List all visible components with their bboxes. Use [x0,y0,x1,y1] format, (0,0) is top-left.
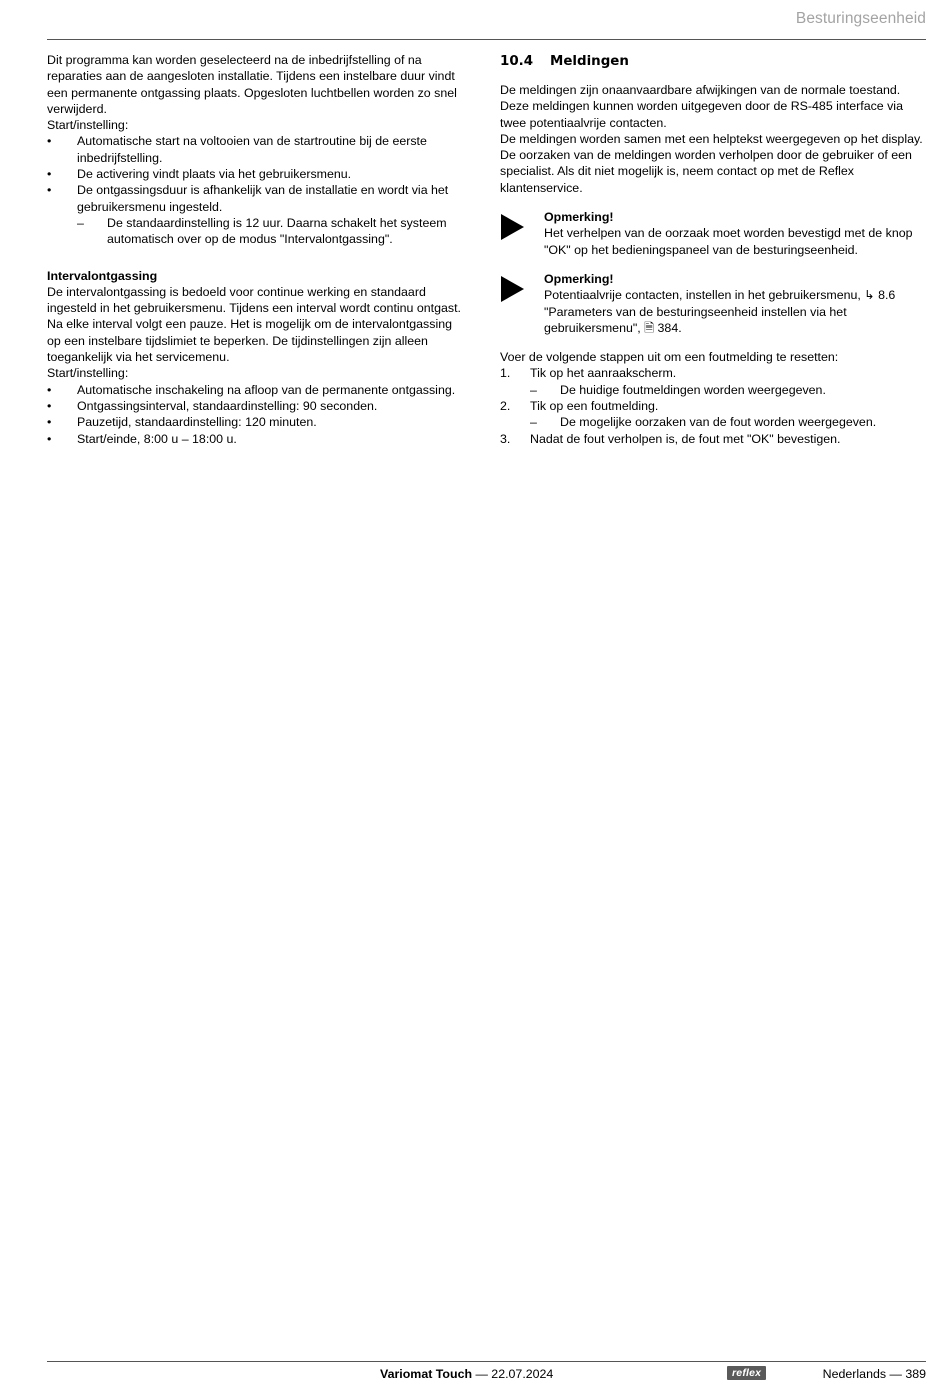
section-number: 10.4 [500,54,534,69]
note-box [500,271,926,336]
footer-product [380,1366,553,1382]
step-number: 3. [500,431,511,446]
product-name: Variomat Touch [380,1367,473,1381]
steps-intro: Voer de volgende stappen uit om een foutmelding te resetten: [500,350,839,365]
right-column [500,52,926,447]
paragraph: De meldingen worden samen met een helptekst weergegeven op het display. [500,131,923,146]
paragraph: De meldingen zijn onaanvaardbare afwijkingen van de normale toestand. Deze meldingen kunnen worden uitgegeven door de RS-485 interface via twee potentiaalvrije contacten. [500,83,903,130]
dash-marker: – [530,382,537,397]
interval-heading: Intervalontgassing [47,268,158,283]
reflex-logo: reflex [727,1366,766,1380]
note-title: Opmerking! [544,210,614,225]
step-item: 1. Tik op het aanraakscherm. [500,366,677,381]
list-item: • De ontgassingsduur is afhankelijk van de installatie en wordt via het gebruikersmenu ingesteld. [47,183,449,214]
footer-page-info [823,1366,926,1382]
start-label: Start/instelling: [47,366,129,381]
language-label: Nederlands [822,1367,887,1381]
step-result: – De mogelijke oorzaken van de fout worden weergegeven. [530,415,877,430]
paragraph: De oorzaken van de meldingen worden verholpen door de gebruiker of een specialist. Als dit niet mogelijk is, neem contact op met de Reflex klantenservice. [500,148,912,195]
bullet-marker: • [47,183,52,198]
note-box [500,209,926,258]
bullet-marker: • [47,398,52,413]
intro-paragraph: Dit programma kan worden geselecteerd na de inbedrijfstelling of na reparaties aan de aangesloten installatie. Tijdens een instelbare duur vindt een permanente ontgassing plaats. Opgesloten luchtbellen worden zo snel verwijderd. [47,53,457,116]
list-item: • Automatische inschakeling na afloop van de permanente ontgassing. [47,382,456,397]
list-item: • De activering vindt plaats via het gebruikersmenu. [47,167,352,182]
footer-divider [47,1361,926,1362]
step-number: 1. [500,366,511,381]
header-title: Besturingseenheid [795,10,926,27]
list-item: • Pauzetijd, standaardinstelling: 120 minuten. [47,415,317,430]
step-item: 3. Nadat de fout verholpen is, de fout met "OK" bevestigen. [500,431,841,446]
step-result: – De huidige foutmeldingen worden weergegeven. [530,382,826,397]
step-item: 2. Tik op een foutmelding. [500,399,659,414]
sub-list-item: – De standaardinstelling is 12 uur. Daarna schakelt het systeem automatisch over op de modus "Intervalontgassing". [77,215,447,247]
note-text: Potentiaalvrije contacten, instellen in het gebruikersmenu, ↳ 8.6 "Parameters van de besturingseenheid instellen via het gebruikersmenu", 🗎 384. [544,288,896,335]
publication-date: — 22.07.2024 [472,1367,554,1381]
section-title: Meldingen [550,54,629,69]
step-number: 2. [500,399,511,414]
list-item: • Start/einde, 8:00 u – 18:00 u. [47,431,237,446]
dash-marker: – [530,415,537,430]
start-label: Start/instelling: [47,118,129,133]
list-item: • Automatische start na voltooien van de startroutine bij de eerste inbedrijfstelling. [47,134,427,165]
page-number: — 389 [886,1367,926,1381]
section-heading [500,53,926,71]
triangle-right-icon [500,271,544,336]
left-column [47,52,467,447]
bullet-marker: • [47,415,52,430]
note-title: Opmerking! [544,271,614,286]
bullet-marker: • [47,167,52,182]
note-text: Het verhelpen van de oorzaak moet worden bevestigd met de knop "OK" op het bedieningspaneel van de besturingseenheid. [544,226,913,257]
header-divider [47,39,926,40]
bullet-marker: • [47,134,52,149]
interval-paragraph: De intervalontgassing is bedoeld voor continue werking en standaard ingesteld in het gebruikersmenu. Tijdens een interval wordt continu ontgast. Na elke interval volgt een pauze. Het is mogelijk om de intervalontgassing op een instelbare tijdslimiet te beperken. De tijdinstellingen zijn alleen toegankelijk via het servicemenu. [47,284,461,365]
bullet-marker: • [47,431,52,446]
triangle-right-icon [500,209,544,258]
bullet-marker: • [47,382,52,397]
list-item: • Ontgassingsinterval, standaardinstelling: 90 seconden. [47,398,378,413]
dash-marker: – [77,215,84,230]
